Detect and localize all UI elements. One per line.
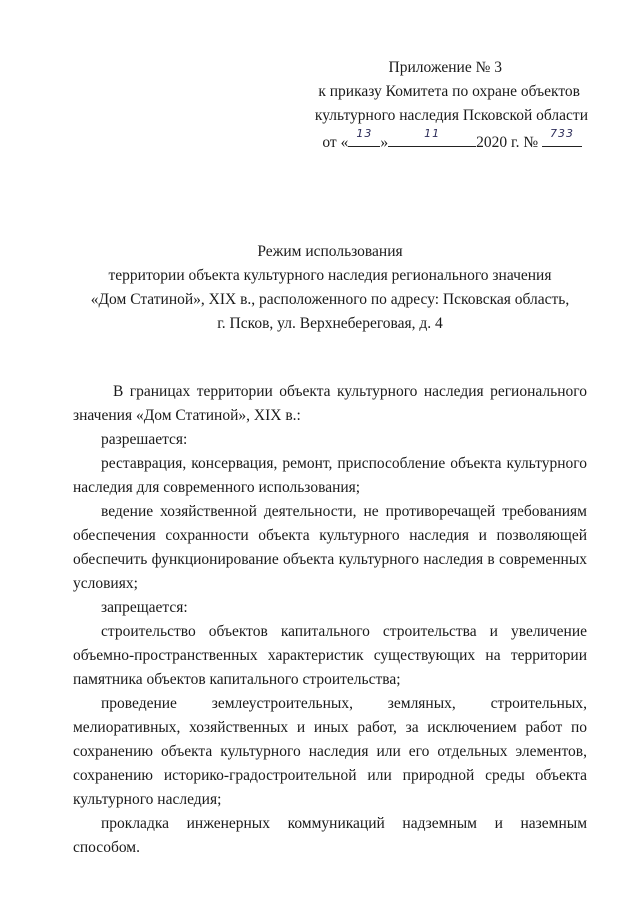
- order-date-line: [322, 127, 582, 153]
- allowed-item-2: ведение хозяйственной деятельности, не противоречащей требованиям обеспечения сохранности объекта культурного наследия и позволяющей обеспечить функционирование объекта культурного наследия в современных условиях;: [73, 503, 587, 592]
- forbidden-item-2: проведение землеустроительных, земляных, строительных, мелиоративных, хозяйственных и иных работ, за исключением работ по сохранению объекта культурного наследия или его отдельных элементов, сохранению историко-градостроительной или природной среды объекта культурного наследия;: [73, 695, 587, 808]
- appendix-number: Приложение № 3: [388, 59, 502, 76]
- forbidden-label: запрещается:: [101, 599, 188, 616]
- handwritten-month: 11: [424, 127, 441, 140]
- date-prefix: от «: [322, 134, 349, 151]
- date-mid: »: [380, 134, 389, 151]
- order-reference-line1: к приказу Комитета по охране объектов: [318, 83, 580, 100]
- document-subtitle-line2: «Дом Статиной», XIX в., расположенного по адресу: Псковская область,: [90, 291, 570, 308]
- handwritten-day: 13: [356, 127, 373, 140]
- document-body: [73, 380, 587, 860]
- document-subtitle-line1: территории объекта культурного наследия регионального значения: [108, 267, 552, 284]
- intro-paragraph: В границах территории объекта культурного наследия регионального значения «Дом Статиной», XIX в.:: [73, 383, 587, 424]
- allowed-item-1: реставрация, консервация, ремонт, приспособление объекта культурного наследия для современного использования;: [73, 455, 587, 496]
- number-blank: [542, 127, 582, 147]
- day-blank: [348, 127, 380, 147]
- month-blank: [388, 127, 476, 147]
- date-year-number: 2020 г. №: [476, 134, 539, 151]
- document-title: Режим использования: [257, 243, 403, 260]
- document-subtitle-line3: г. Псков, ул. Верхнебереговая, д. 4: [217, 315, 443, 332]
- forbidden-item-3: прокладка инженерных коммуникаций надземным и наземным способом.: [73, 815, 587, 856]
- order-reference-line2: культурного наследия Псковской области: [314, 107, 588, 124]
- forbidden-item-1: строительство объектов капитального строительства и увеличение объемно-пространственных характеристик существующих на территории памятника объектов капитального строительства;: [73, 623, 587, 688]
- handwritten-number: 733: [550, 127, 574, 140]
- allowed-label: разрешается:: [101, 431, 188, 448]
